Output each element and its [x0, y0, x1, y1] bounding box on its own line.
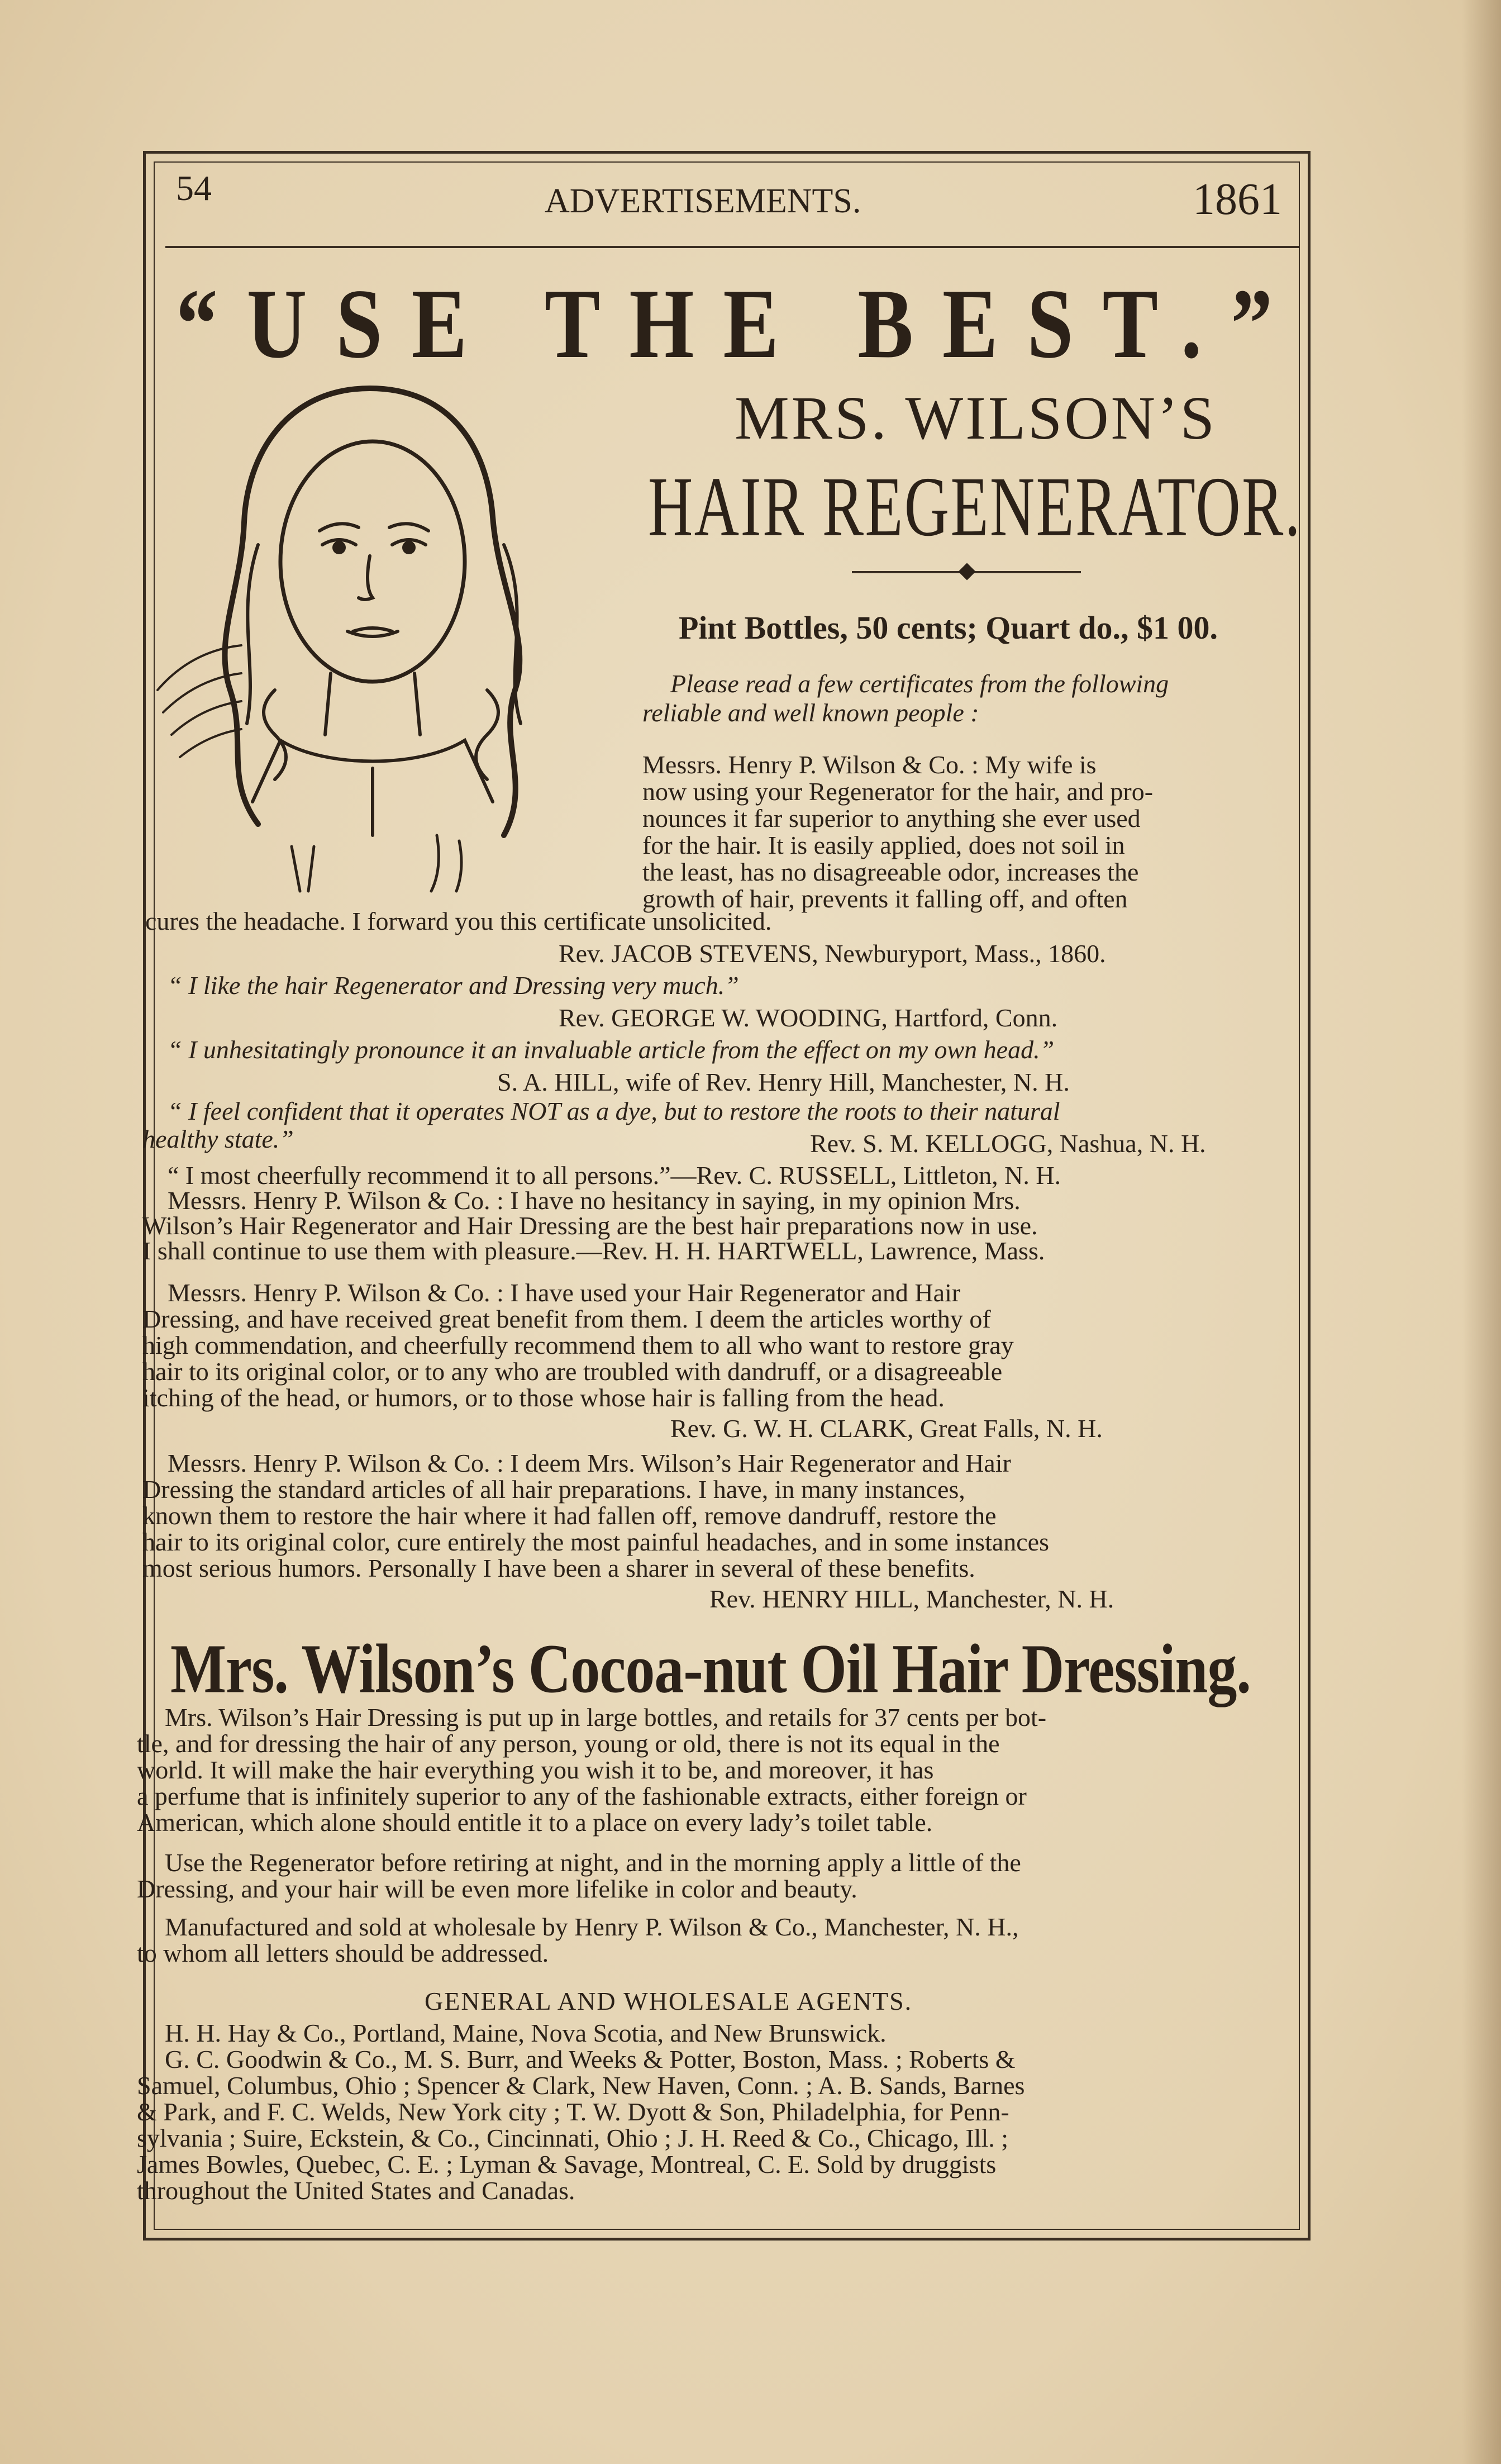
dressing-line: Mrs. Wilson’s Hair Dressing is put up in large bottles, and retails for 37 cents per bot-: [165, 1703, 1047, 1732]
signature: Rev. HENRY HILL, Manchester, N. H.: [709, 1585, 1114, 1613]
testimonial-line: Dressing, and have received great benefit from them. I deem the articles worthy of: [142, 1305, 991, 1333]
brand-name: MRS. WILSON’S: [735, 384, 1217, 452]
testimonial-1-line: growth of hair, prevents it falling off, and often: [642, 884, 1128, 913]
intro-line-2: reliable and well known people :: [642, 698, 979, 727]
headline: “USE THE BEST.”: [176, 268, 1302, 379]
testimonial-line: hair to its original color, cure entirely the most painful headaches, and in some instances: [142, 1528, 1050, 1556]
testimonial-1-line: the least, has no disagreeable odor, increases the: [642, 858, 1139, 886]
agents-line: sylvania ; Suire, Eckstein, & Co., Cincinnati, Ohio ; J. H. Reed & Co., Chicago, Ill. ;: [137, 2124, 1009, 2152]
testimonial-line: “ I most cheerfully recommend it to all persons.”—Rev. C. RUSSELL, Littleton, N. H.: [168, 1161, 1061, 1190]
woman-portrait-illustration: [146, 377, 627, 894]
testimonial-line: Messrs. Henry P. Wilson & Co. : I have no hesitancy in saying, in my opinion Mrs.: [168, 1186, 1021, 1215]
dressing-line: world. It will make the hair everything you wish it to be, and moreover, it has: [137, 1756, 934, 1784]
agents-line: H. H. Hay & Co., Portland, Maine, Nova Scotia, and New Brunswick.: [165, 2019, 887, 2047]
signature: S. A. HILL, wife of Rev. Henry Hill, Manchester, N. H.: [497, 1068, 1070, 1096]
testimonial-1-wide-line: cures the headache. I forward you this certificate unsolicited.: [145, 907, 772, 935]
testimonial-quote: “ I unhesitatingly pronounce it an invaluable article from the effect on my own head.”: [168, 1035, 1055, 1064]
dressing-title: Mrs. Wilson’s Cocoa-nut Oil Hair Dressing.: [170, 1630, 1251, 1707]
testimonial-line: hair to its original color, or to any who are troubled with dandruff, or a disagreeable: [142, 1357, 1003, 1386]
testimonial-quote: healthy state.”: [142, 1125, 294, 1153]
intro-line-1: Please read a few certificates from the following: [670, 669, 1169, 698]
dressing-line: a perfume that is infinitely superior to any of the fashionable extracts, either foreign or: [137, 1782, 1027, 1810]
testimonial-1-line: for the hair. It is easily applied, does not soil in: [642, 831, 1125, 859]
dressing-line: tle, and for dressing the hair of any person, young or old, there is not its equal in the: [137, 1729, 1000, 1758]
dressing-line: to whom all letters should be addressed.: [137, 1939, 549, 1967]
testimonial-line: high commendation, and cheerfully recommend them to all who want to restore gray: [142, 1331, 1014, 1359]
testimonial-1-line: Messrs. Henry P. Wilson & Co. : My wife is: [642, 750, 1097, 779]
testimonial-line: Messrs. Henry P. Wilson & Co. : I have used your Hair Regenerator and Hair: [168, 1278, 961, 1307]
signature: Rev. GEORGE W. WOODING, Hartford, Conn.: [559, 1003, 1058, 1032]
agents-line: G. C. Goodwin & Co., M. S. Burr, and Weeks & Potter, Boston, Mass. ; Roberts &: [165, 2045, 1016, 2073]
header-rule: [165, 246, 1299, 248]
dressing-line: Dressing, and your hair will be even more lifelike in color and beauty.: [137, 1875, 857, 1903]
agents-line: James Bowles, Quebec, C. E. ; Lyman & Savage, Montreal, C. E. Sold by druggists: [137, 2150, 997, 2178]
dressing-line: American, which alone should entitle it to a place on every lady’s toilet table.: [137, 1808, 933, 1837]
testimonial-quote: “ I like the hair Regenerator and Dressing very much.”: [168, 971, 739, 1000]
product-title: HAIR REGENERATOR.: [648, 460, 1302, 554]
dressing-line: Use the Regenerator before retiring at night, and in the morning apply a little of the: [165, 1848, 1021, 1877]
testimonial-line: Dressing the standard articles of all hair preparations. I have, in many instances,: [142, 1475, 965, 1504]
signature: Rev. G. W. H. CLARK, Great Falls, N. H.: [670, 1414, 1103, 1443]
testimonial-1-line: now using your Regenerator for the hair, and pro-: [642, 777, 1154, 806]
price-line: Pint Bottles, 50 cents; Quart do., $1 00.: [679, 610, 1218, 646]
page-number: 54: [176, 168, 212, 208]
testimonial-line: Messrs. Henry P. Wilson & Co. : I deem Mrs. Wilson’s Hair Regenerator and Hair: [168, 1449, 1011, 1477]
agents-line: throughout the United States and Canadas.: [137, 2176, 575, 2205]
testimonial-line: itching of the head, or humors, or to those whose hair is falling from the head.: [142, 1383, 945, 1412]
year: 1861: [1193, 175, 1282, 224]
page-edge-shadow: [1462, 0, 1501, 2464]
testimonial-line: Wilson’s Hair Regenerator and Hair Dressing are the best hair preparations now in use.: [142, 1211, 1038, 1240]
agents-title: GENERAL AND WHOLESALE AGENTS.: [425, 1987, 913, 2015]
dressing-line: Manufactured and sold at wholesale by Henry P. Wilson & Co., Manchester, N. H.,: [165, 1913, 1019, 1941]
signature: Rev. S. M. KELLOGG, Nashua, N. H.: [810, 1129, 1206, 1158]
testimonial-line: most serious humors. Personally I have been a sharer in several of these benefits.: [142, 1554, 975, 1582]
agents-line: & Park, and F. C. Welds, New York city ; T. W. Dyott & Son, Philadelphia, for Penn-: [137, 2097, 1009, 2126]
signature: Rev. JACOB STEVENS, Newburyport, Mass., 1860.: [559, 939, 1106, 968]
testimonial-quote: “ I feel confident that it operates NOT as a dye, but to restore the roots to their natural: [168, 1097, 1060, 1125]
testimonial-1-line: nounces it far superior to anything she ever used: [642, 804, 1141, 833]
testimonial-line: known them to restore the hair where it had fallen off, remove dandruff, restore the: [142, 1501, 997, 1530]
agents-line: Samuel, Columbus, Ohio ; Spencer & Clark, New Haven, Conn. ; A. B. Sands, Barnes: [137, 2071, 1025, 2100]
section-title: ADVERTISEMENTS.: [545, 182, 861, 220]
testimonial-line: I shall continue to use them with pleasure.—Rev. H. H. HARTWELL, Lawrence, Mass.: [142, 1236, 1045, 1265]
